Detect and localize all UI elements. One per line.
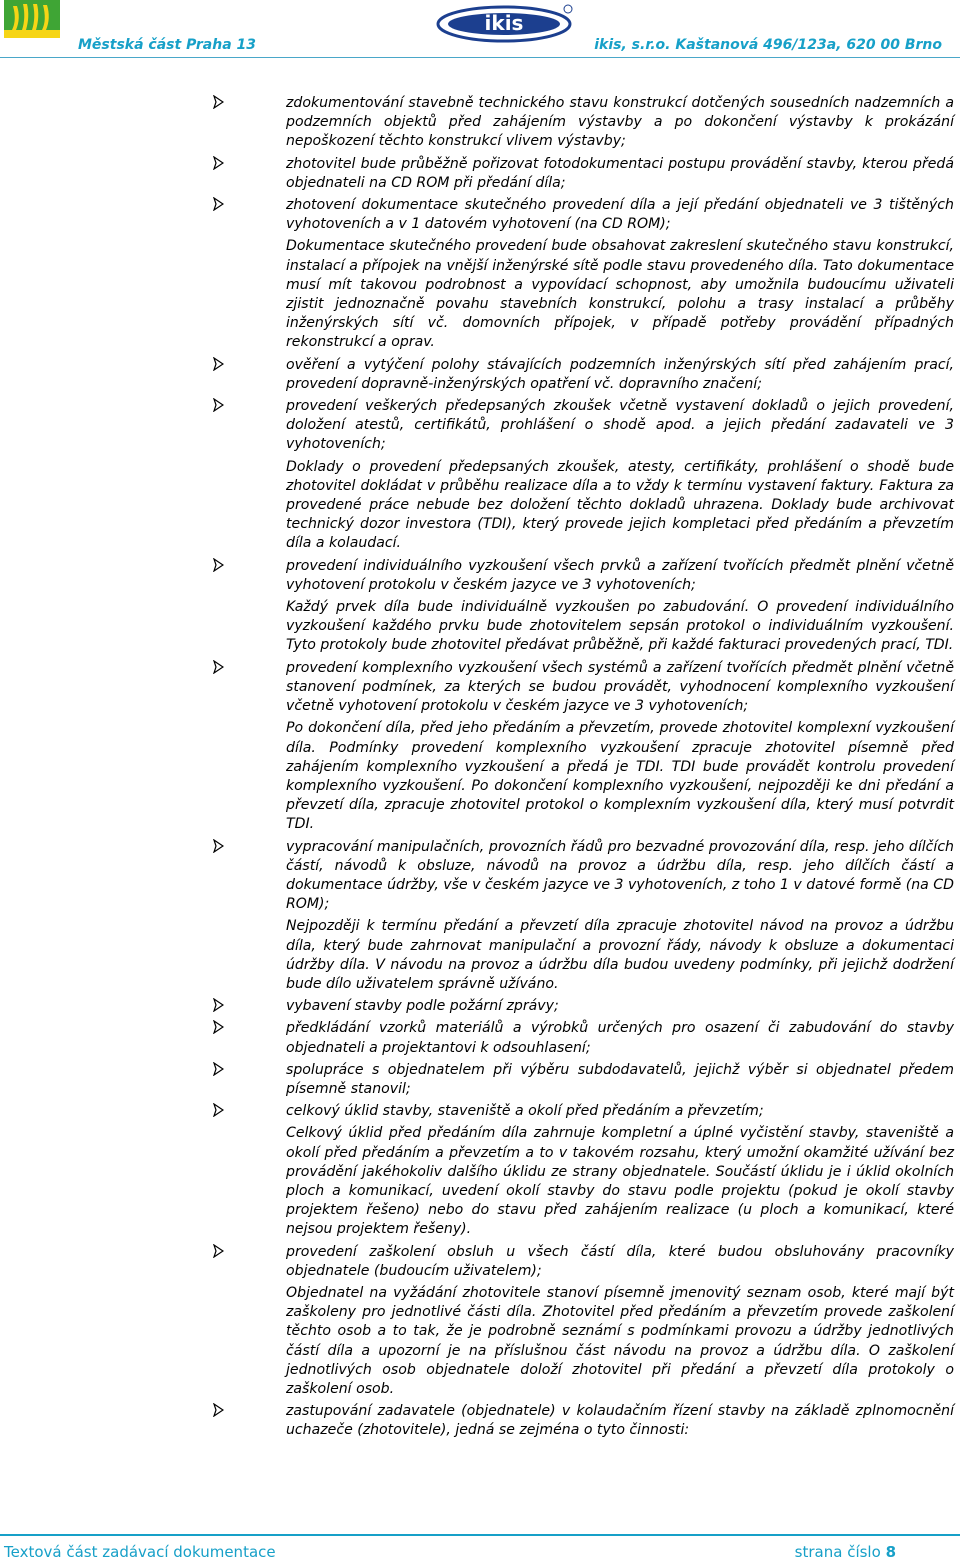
arrowhead-bullet-icon: [213, 1244, 224, 1258]
list-item: [0, 838, 960, 995]
list-item: [0, 1243, 960, 1400]
list-item: [0, 1102, 960, 1239]
list-item: [0, 155, 960, 193]
item-text: zhotovení dokumentace skutečného provedení díla a její předání objednateli ve 3 tištěných vyhotoveních a v 1 datovém vyhotovení (na CD ROM);: [286, 197, 954, 233]
list-item: [0, 397, 960, 554]
item-text: zastupování zadavatele (objednatele) v kolaudačním řízení stavby na základě zplnomocnění uchazeče (zhotovitele), jedná se zejména o tyto činnosti:: [286, 1403, 954, 1439]
list-item: [0, 356, 960, 394]
document-body: [0, 94, 960, 1444]
municipal-coat-of-arms-logo: [3, 0, 61, 38]
footer-page-number: [795, 1543, 896, 1561]
item-note: Každý prvek díla bude individuálně vyzkoušen po zabudování. O provedení individuálního vyzkoušení každého prvku bude zhotovitelem sepsán protokol o individuálním vyzkoušení. Tyto protokoly bude zhotovitel předávat průběžně, při každé fakturaci provedených prací, TDI.: [286, 599, 954, 654]
list-item: [0, 557, 960, 656]
item-note: Objednatel na vyžádání zhotovitele stanoví písemně jmenovitý seznam osob, které mají být zaškoleny pro jednotlivé části díla. Zhotovitel před předáním a převzetím provede zaškolení těchto osob a to tak, že je podrobně seznámí s podmínkami provozu a údržby jednotlivých částí díla a upozorní je na příslušnou část návodu na provoz a údržbu díla. O zaškolení jednotlivých osob objednatele doloží zhotovitel při předání a převzetí díla protokoly o zaškolení osob.: [286, 1284, 954, 1397]
item-note: Celkový úklid před předáním díla zahrnuje kompletní a úplné vyčistění stavby, staveniště a okolí před předáním a převzetím a to v takovém rozsahu, který umožní okamžité užívání bez provádění jakéhokoliv dalšího úklidu ze strany objednatele. Součástí úklidu je i úklid okolních ploch a komunikací, uvedení okolí stavby do stavu podle projektu (pokud je okolí stavby projektem řešeno) nebo do stavu před zahájením realizace (u ploch a komunikací, které nejsou projektem řešeny).: [286, 1125, 954, 1238]
arrowhead-bullet-icon: [213, 197, 224, 211]
arrowhead-bullet-icon: [213, 357, 224, 371]
header-divider: [0, 57, 960, 58]
list-item: [0, 1061, 960, 1099]
item-note: Po dokončení díla, před jeho předáním a převzetím, provede zhotovitel komplexní vyzkoušení díla. Podmínky provedení komplexního vyzkoušení zpracuje zhotovitel písemně před zahájením komplexního vyzkoušení a předá je TDI. TDI bude provádět kontrolu provedení komplexního vyzkoušení. Po dokončení komplexního vyzkoušení, nejpozději ke dni předání a převzetí díla, zpracuje zhotovitel protokol o komplexním vyzkoušení díla, který musí potvrdit TDI.: [286, 720, 954, 833]
list-item: [0, 196, 960, 353]
list-item: [0, 1019, 960, 1057]
item-text: ověření a vytýčení polohy stávajících podzemních inženýrských sítí před zahájením prací, provedení dopravně-inženýrských opatření vč. dopravního značení;: [286, 356, 954, 392]
item-text: zdokumentování stavebně technického stavu konstrukcí dotčených sousedních nadzemních a podzemních objektů před zahájením výstavby a po dokončení výstavby k prokázání nepoškození těchto konstrukcí vlivem výstavby;: [286, 95, 954, 150]
item-text: provedení komplexního vyzkoušení všech systémů a zařízení tvořících předmět plnění včetně stanovení podmínek, za kterých se budou provádět, vyhodnocení komplexního vyzkoušení včetně vyhotovení protokolu v českém jazyce ve 3 vyhotoveních;: [286, 659, 954, 715]
item-text: předkládání vzorků materiálů a výrobků určených pro osazení či zabudování do stavby objednateli a projektantovi k odsouhlasení;: [286, 1020, 954, 1056]
item-text: zhotovitel bude průběžně pořizovat fotodokumentaci postupu provádění stavby, kterou předá objednateli na CD ROM při předání díla;: [286, 155, 954, 191]
ikis-company-logo: [436, 2, 576, 44]
footer-divider: [0, 1534, 960, 1536]
item-text: vypracování manipulačních, provozních řádů pro bezvadné provozování díla, resp. jeho dílčích částí, návodů k obsluze, návodů na provoz a údržbu díla, resp. jeho dílčích částí a dokumentace údržby, vše v českém jazyce ve 3 vyhotoveních, z toho 1 v datové formě (na CD ROM);: [286, 838, 954, 913]
arrowhead-bullet-icon: [213, 156, 224, 170]
arrowhead-bullet-icon: [213, 1403, 224, 1417]
arrowhead-bullet-icon: [213, 558, 224, 572]
page-header: [0, 0, 960, 62]
logo-text: ikis: [484, 11, 524, 35]
item-text: celkový úklid stavby, staveniště a okolí před předáním a převzetím;: [286, 1103, 764, 1120]
item-text: provedení individuálního vyzkoušení všech prvků a zařízení tvořících předmět plnění včetně vyhotovení protokolu v českém jazyce ve 3 vyhotoveních;: [286, 557, 954, 593]
arrowhead-bullet-icon: [213, 1062, 224, 1076]
item-text: provedení veškerých předepsaných zkoušek včetně vystavení dokladů o jejich provedení, doložení atestů, certifikátů, prohlášení o shodě apod. a jejich předání zadavateli ve 3 vyhotoveních;: [286, 398, 954, 453]
page-number: 8: [885, 1543, 896, 1561]
page-label: strana číslo: [794, 1543, 881, 1561]
arrowhead-bullet-icon: [213, 998, 224, 1012]
arrowhead-bullet-icon: [213, 95, 224, 109]
item-note: Dokumentace skutečného provedení bude obsahovat zakreslení skutečného stavu konstrukcí, instalací a přípojek na vnější inženýrské sítě podle stavu provedeného díla. Tato dokumentace musí mít takovou podrobnost a vypovídací schopnost, aby umožnila budoucímu uživateli zjistit jednoznačně povahu stavebních konstrukcí, polohu a trasy instalací a průběhy inženýrských sítí vč. domovních přípojek, v případě potřeby provádění případných rekonstrukcí a oprav.: [286, 238, 954, 351]
list-item: [0, 659, 960, 835]
item-text: vybavení stavby podle požární zprávy;: [286, 998, 559, 1015]
arrowhead-bullet-icon: [213, 398, 224, 412]
arrowhead-bullet-icon: [213, 1020, 224, 1034]
item-text: provedení zaškolení obsluh u všech částí díla, které budou obsluhovány pracovníky objednatele (budoucím uživatelem);: [286, 1243, 954, 1279]
item-note: Doklady o provedení předepsaných zkoušek, atesty, certifikáty, prohlášení o shodě bude zhotovitel dokládat v průběhu realizace díla a to vždy k termínu vystavení faktury. Faktura za provedené práce nebude bez doložení těchto dokladů uhrazena. Doklady bude archivovat technický dozor investora (TDI), který provede jejich kompletaci před předáním a převzetím díla a kolaudací.: [286, 458, 954, 552]
list-item: [0, 997, 960, 1016]
arrowhead-bullet-icon: [213, 660, 224, 674]
header-municipality: Městská část Praha 13: [78, 37, 257, 53]
header-company-address: ikis, s.r.o. Kaštanová 496/123a, 620 00 Brno: [594, 37, 942, 53]
list-item: [0, 1402, 960, 1440]
item-note: Nejpozději k termínu předání a převzetí díla zpracuje zhotovitel návod na provoz a údržbu díla, který bude zahrnovat manipulační a provozní řády, návody k obsluze a dokumentaci údržby díla. V návodu na provoz a údržbu díla budou uvedeny podmínky, při jejichž dodržení bude dílo uživatelem správně užíváno.: [286, 918, 954, 992]
item-text: spolupráce s objednatelem při výběru subdodavatelů, jejichž výběr si objednatel předem písemně stanovil;: [286, 1061, 954, 1097]
arrowhead-bullet-icon: [213, 839, 224, 853]
list-item: [0, 94, 960, 152]
footer-document-title: Textová část zadávací dokumentace: [4, 1543, 276, 1561]
arrowhead-bullet-icon: [213, 1103, 224, 1117]
